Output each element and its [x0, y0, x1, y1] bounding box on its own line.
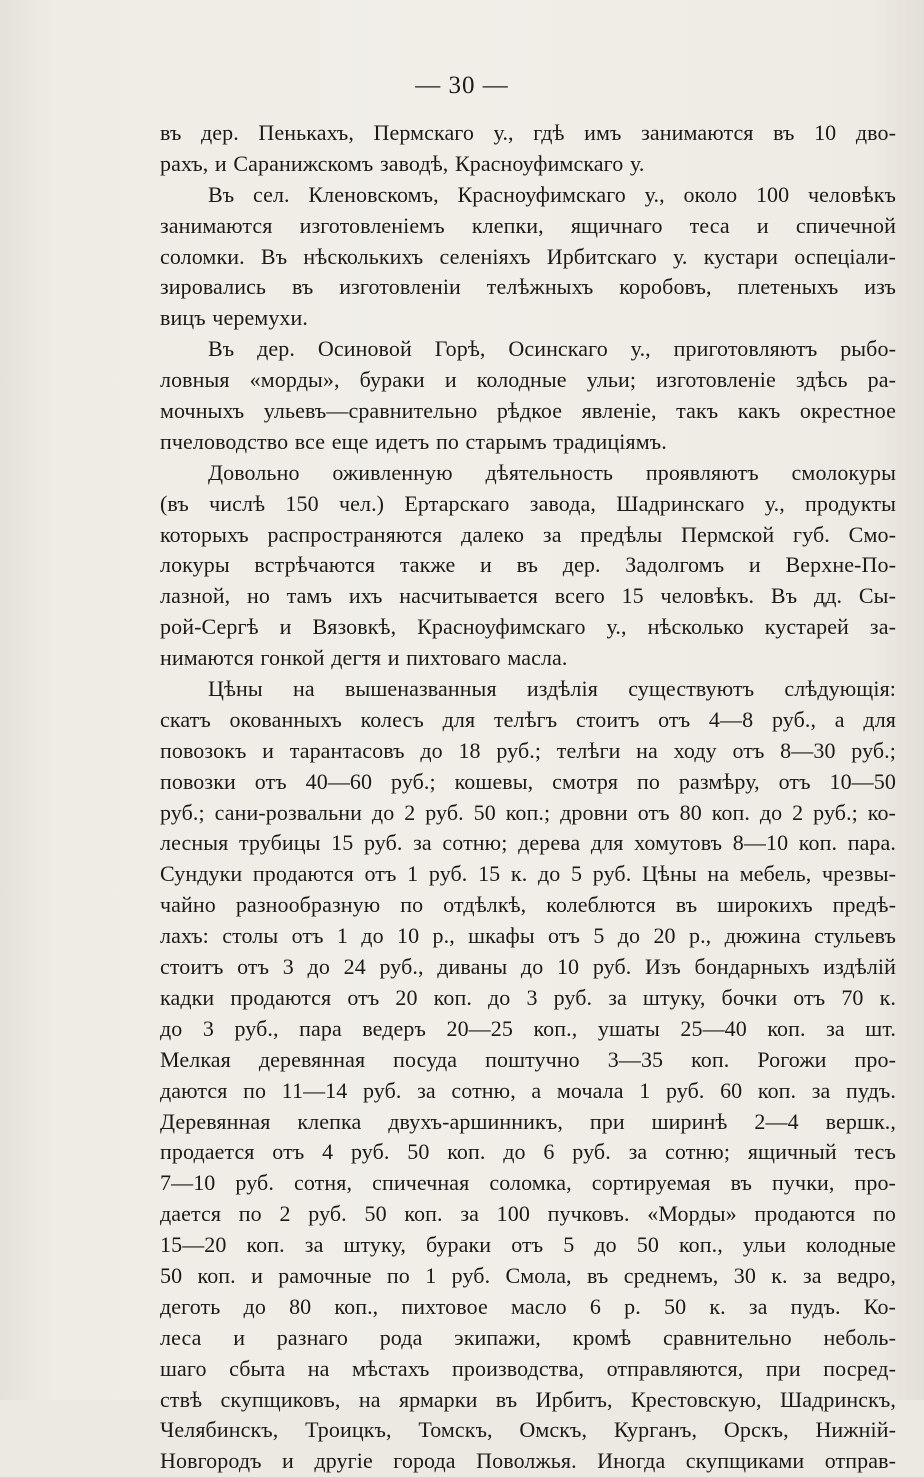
text-line: Челябинскъ, Троицкъ, Томскъ, Омскъ, Курганъ, Орскъ, Нижній- [160, 1417, 896, 1443]
text-line: пчеловодство все еще идетъ по старымъ традиціямъ. [160, 428, 667, 454]
text-line: Въ дер. Осиновой Горѣ, Осинскаго у., приготовляютъ рыбо- [208, 336, 896, 362]
text-line: лахъ: столы отъ 1 до 10 р., шкафы отъ 5 до 20 р., дюжина стульевъ [160, 923, 896, 949]
text-line: 15—20 коп. за штуку, бураки отъ 5 до 50 коп., ульи колодные [160, 1232, 896, 1258]
text-line: нимаются гонкой дегтя и пихтоваго масла. [160, 645, 568, 671]
text-line: (въ числѣ 150 чел.) Ертарскаго завода, Шадринскаго у., продукты [160, 490, 896, 516]
text-line: даются по 11—14 руб. за сотню, а мочала 1 руб. 60 коп. за пудъ. [160, 1077, 896, 1103]
text-line: 7—10 руб. сотня, спичечная соломка, сортируемая въ пучки, про- [160, 1170, 896, 1196]
text-line: зировались въ изготовленіи телѣжныхъ коробовъ, плетеныхъ изъ [160, 274, 896, 300]
text-line: 50 коп. и рамочные по 1 руб. Смола, въ среднемъ, 30 к. за ведро, [160, 1262, 896, 1288]
text-line: стоитъ отъ 3 до 24 руб., диваны до 10 руб. Изъ бондарныхъ издѣлій [160, 954, 896, 980]
text-line: продается отъ 4 руб. 50 коп. до 6 руб. за сотню; ящичный тесъ [160, 1139, 896, 1165]
text-line: руб.; сани-розвальни до 2 руб. 50 коп.; дровни отъ 80 коп. до 2 руб.; ко- [160, 799, 896, 825]
text-line: Цѣны на вышеназванныя издѣлія существуютъ слѣдующія: [208, 676, 896, 702]
text-line: рахъ, и Саранижскомъ заводѣ, Красноуфимскаго у. [160, 150, 645, 176]
text-line: Мелкая деревянная посуда поштучно 3—35 коп. Рогожи про- [160, 1046, 896, 1072]
text-line: мочныхъ ульевъ—сравнительно рѣдкое явленіе, такъ какъ окрестное [160, 398, 896, 424]
body-text [160, 118, 896, 1477]
text-line: ловныя «морды», бураки и колодные ульи; изготовленіе здѣсь ра- [160, 367, 896, 393]
text-line: вицъ черемухи. [160, 305, 308, 331]
text-line: леса и разнаго рода экипажи, кромѣ сравнительно неболь- [160, 1324, 896, 1350]
text-line: Довольно оживленную дѣятельность проявляютъ смолокуры [208, 459, 896, 485]
text-line: ствѣ скупщиковъ, на ярмарки въ Ирбитъ, Крестовскую, Шадринскъ, [160, 1386, 896, 1412]
text-line: повозки отъ 40—60 руб.; кошевы, смотря по размѣру, отъ 10—50 [160, 768, 896, 794]
text-line: шаго сбыта на мѣстахъ производства, отправляются, при посред- [160, 1355, 896, 1381]
text-line: Новгородъ и другіе города Поволжья. Иногда скупщиками отправ- [160, 1448, 896, 1474]
text-line: лазной, но тамъ ихъ насчитывается всего 15 человѣкъ. Въ дд. Сы- [160, 583, 896, 609]
text-line: въ дер. Пенькахъ, Пермскаго у., гдѣ имъ занимаются въ 10 дво- [160, 120, 896, 145]
text-line: рой-Сергѣ и Вязовкѣ, Красноуфимскаго у., нѣсколько кустарей за- [160, 614, 896, 640]
text-line: локуры встрѣчаются также и въ дер. Задолгомъ и Верхне-По- [160, 552, 896, 578]
page-number: — 30 — [415, 72, 509, 99]
text-line: Деревянная клепка двухъ-аршинникъ, при ширинѣ 2—4 вершк., [160, 1108, 896, 1134]
text-line: Въ сел. Кленовскомъ, Красноуфимскаго у., около 100 человѣкъ [208, 181, 896, 207]
text-line: лесныя трубицы 15 руб. за сотню; дерева для хомутовъ 8—10 коп. пара. [160, 830, 896, 856]
text-line: занимаются изготовленіемъ клепки, ящичнаго теса и спичечной [160, 212, 896, 238]
text-line: соломки. Въ нѣсколькихъ селеніяхъ Ирбитскаго у. кустари оспеціали- [160, 243, 896, 269]
text-line: Сундуки продаются отъ 1 руб. 15 к. до 5 руб. Цѣны на мебель, чрезвы- [160, 861, 896, 887]
text-line: чайно разнообразную по отдѣлкѣ, колеблются въ широкихъ предѣ- [160, 892, 896, 918]
text-line: деготь до 80 коп., пихтовое масло 6 р. 50 к. за пудъ. Ко- [160, 1293, 896, 1319]
text-line: до 3 руб., пара ведеръ 20—25 коп., ушаты 25—40 коп. за шт. [160, 1015, 896, 1041]
text-line: кадки продаются отъ 20 коп. до 3 руб. за штуку, бочки отъ 70 к. [160, 984, 896, 1010]
text-line: повозокъ и тарантасовъ до 18 руб.; телѣги на ходу отъ 8—30 руб.; [160, 737, 896, 763]
text-line: которыхъ распространяются далеко за предѣлы Пермской губ. Смо- [160, 521, 896, 547]
text-line: скатъ окованныхъ колесъ для телѣгъ стоитъ отъ 4—8 руб., а для [160, 706, 896, 732]
text-line: дается по 2 руб. 50 коп. за 100 пучковъ. «Морды» продаются по [160, 1201, 896, 1227]
